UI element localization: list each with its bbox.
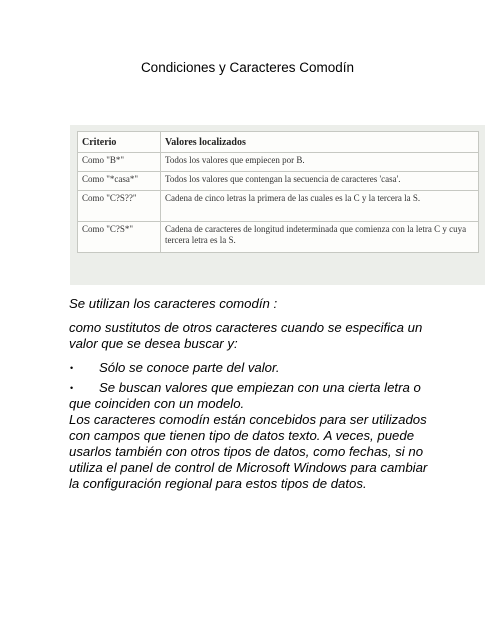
description-paragraph: Los caracteres comodín están concebidos para ser utilizados con campos que tienen tipo de datos texto. A veces, puede usarlos también con otros tipos de datos, como fechas, si no utiliza el panel de control de Microsoft Windows para cambiar la configuración regional para estos tipos de datos. — [69, 412, 428, 491]
bullet-item — [69, 380, 434, 412]
table-row — [78, 222, 479, 253]
result-cell: Todos los valores que contengan la secuencia de caracteres 'casa'. — [161, 172, 479, 191]
criteria-cell: Como "B*" — [78, 153, 161, 172]
bullet-dot-icon: • — [70, 383, 74, 393]
page-title: Condiciones y Caracteres Comodín — [140, 60, 355, 75]
purpose-paragraph: como sustitutos de otros caracteres cuando se especifica un valor que se desea buscar y: — [69, 320, 423, 351]
criteria-table-image — [70, 125, 485, 285]
criteria-table — [77, 131, 479, 253]
bullet-item — [69, 360, 434, 376]
header-valores-localizados: Valores localizados — [161, 132, 479, 153]
bullet-dot-icon: • — [70, 363, 74, 373]
bullet-text: Sólo se conoce parte del valor. — [99, 360, 280, 375]
result-cell: Todos los valores que empiecen por B. — [161, 153, 479, 172]
header-criterio: Criterio — [78, 132, 161, 153]
criteria-cell: Como "C?S*" — [78, 222, 161, 253]
result-cell: Cadena de caracteres de longitud indeterminada que comienza con la letra C y cuya tercera letra es la S. — [161, 222, 479, 253]
intro-line: Se utilizan los caracteres comodín : — [69, 296, 278, 311]
criteria-cell: Como "*casa*" — [78, 172, 161, 191]
result-cell: Cadena de cinco letras la primera de las cuales es la C y la tercera la S. — [161, 191, 479, 222]
table-header-row — [78, 132, 479, 153]
body-text — [69, 296, 434, 492]
table-row — [78, 191, 479, 222]
criteria-cell: Como "C?S??" — [78, 191, 161, 222]
table-row — [78, 172, 479, 191]
bullet-text: Se buscan valores que empiezan con una cierta letra o que coinciden con un modelo. — [69, 380, 421, 411]
table-row — [78, 153, 479, 172]
